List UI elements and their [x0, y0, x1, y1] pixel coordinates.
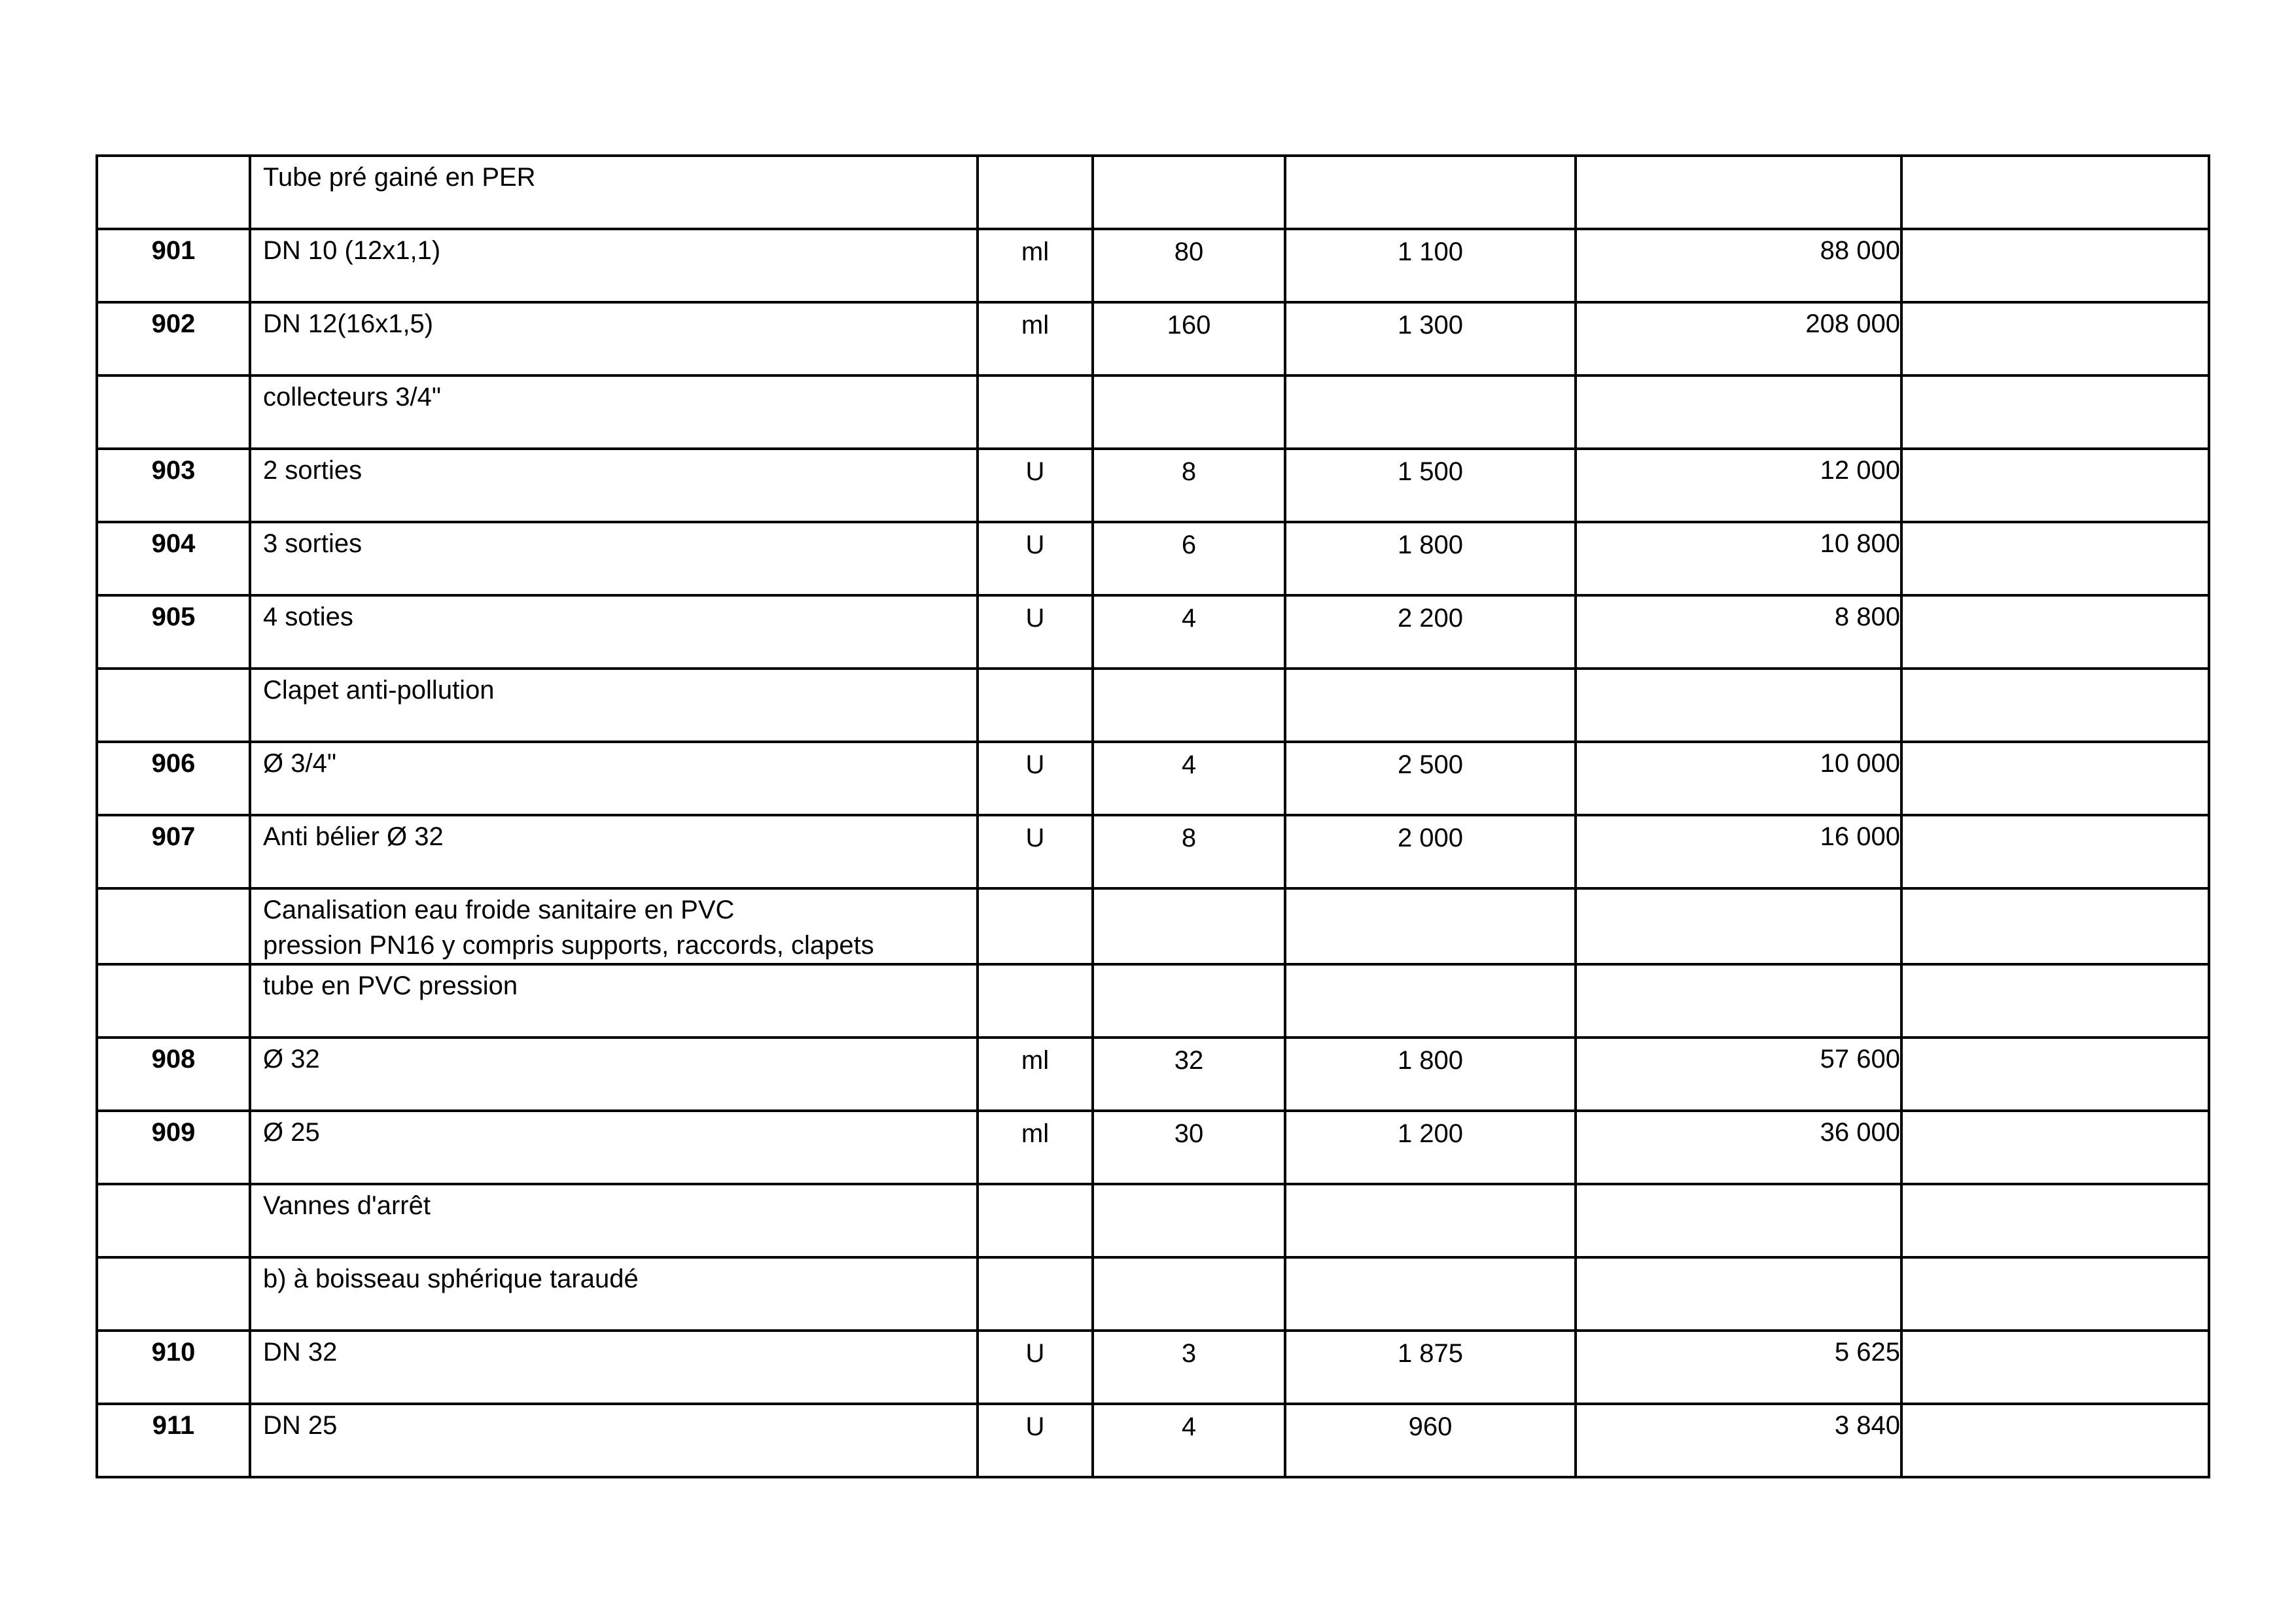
unit-price-cell	[1285, 1184, 1576, 1257]
quantity-cell	[1093, 964, 1285, 1038]
table-body	[97, 156, 2209, 1477]
unit-price-cell: 1 100	[1285, 229, 1576, 302]
item-code-cell: 902	[97, 302, 250, 375]
item-code-cell: 905	[97, 595, 250, 669]
unit-price-cell: 1 875	[1285, 1331, 1576, 1404]
description-cell	[250, 1257, 978, 1331]
table-row	[97, 595, 2209, 669]
quantity-cell: 30	[1093, 1111, 1285, 1184]
table-row	[97, 1038, 2209, 1111]
unit-cell: ml	[978, 1111, 1093, 1184]
unit-price-cell	[1285, 375, 1576, 449]
unit-price-cell: 2 000	[1285, 815, 1576, 888]
quantity-cell: 4	[1093, 742, 1285, 815]
description-line: DN 32	[263, 1338, 338, 1367]
price-schedule-table	[96, 154, 2210, 1478]
description-line: tube en PVC pression	[263, 971, 518, 1000]
table-row	[97, 1184, 2209, 1257]
total-cell	[1576, 888, 1901, 964]
unit-price-cell: 960	[1285, 1404, 1576, 1477]
empty-cell	[1901, 375, 2209, 449]
table-row	[97, 742, 2209, 815]
empty-cell	[1901, 669, 2209, 742]
quantity-cell: 8	[1093, 449, 1285, 522]
table-row	[97, 815, 2209, 888]
empty-cell	[1901, 1331, 2209, 1404]
table-row	[97, 1331, 2209, 1404]
unit-cell: U	[978, 1331, 1093, 1404]
quantity-cell	[1093, 1184, 1285, 1257]
description-cell	[250, 1331, 978, 1404]
empty-cell	[1901, 742, 2209, 815]
item-code-cell	[97, 669, 250, 742]
item-code-cell: 904	[97, 522, 250, 595]
total-cell: 10 800	[1576, 522, 1901, 595]
empty-cell	[1901, 229, 2209, 302]
table-row	[97, 1257, 2209, 1331]
table-row	[97, 449, 2209, 522]
unit-price-cell: 2 500	[1285, 742, 1576, 815]
description-cell	[250, 815, 978, 888]
unit-price-cell	[1285, 669, 1576, 742]
table-row	[97, 302, 2209, 375]
quantity-cell	[1093, 888, 1285, 964]
description-cell	[250, 229, 978, 302]
unit-cell	[978, 156, 1093, 229]
unit-cell: ml	[978, 1038, 1093, 1111]
description-line: Tube pré gainé en PER	[263, 163, 536, 192]
table-row	[97, 522, 2209, 595]
item-code-cell: 908	[97, 1038, 250, 1111]
item-code-cell: 910	[97, 1331, 250, 1404]
description-cell	[250, 302, 978, 375]
total-cell	[1576, 1184, 1901, 1257]
description-cell	[250, 1111, 978, 1184]
unit-cell: ml	[978, 302, 1093, 375]
unit-cell: U	[978, 1404, 1093, 1477]
description-line: Ø 32	[263, 1045, 320, 1073]
quantity-cell	[1093, 375, 1285, 449]
item-code-cell	[97, 1184, 250, 1257]
unit-price-cell: 1 500	[1285, 449, 1576, 522]
item-code-cell	[97, 888, 250, 964]
description-line: collecteurs 3/4"	[263, 383, 442, 411]
quantity-cell: 80	[1093, 229, 1285, 302]
total-cell: 57 600	[1576, 1038, 1901, 1111]
description-line: Clapet anti-pollution	[263, 676, 495, 705]
quantity-cell: 3	[1093, 1331, 1285, 1404]
description-line: DN 12(16x1,5)	[263, 309, 434, 338]
quantity-cell	[1093, 669, 1285, 742]
empty-cell	[1901, 156, 2209, 229]
empty-cell	[1901, 595, 2209, 669]
quantity-cell: 4	[1093, 1404, 1285, 1477]
unit-price-cell: 2 200	[1285, 595, 1576, 669]
empty-cell	[1901, 1184, 2209, 1257]
unit-cell	[978, 1257, 1093, 1331]
description-cell	[250, 964, 978, 1038]
quantity-cell: 8	[1093, 815, 1285, 888]
total-cell: 208 000	[1576, 302, 1901, 375]
table-row	[97, 156, 2209, 229]
description-line: Anti bélier Ø 32	[263, 822, 444, 851]
total-cell: 12 000	[1576, 449, 1901, 522]
table-row	[97, 888, 2209, 964]
unit-cell: U	[978, 449, 1093, 522]
description-cell	[250, 888, 978, 964]
description-cell	[250, 595, 978, 669]
total-cell: 16 000	[1576, 815, 1901, 888]
description-cell	[250, 1184, 978, 1257]
empty-cell	[1901, 1257, 2209, 1331]
description-line: Vannes d'arrêt	[263, 1191, 431, 1220]
unit-cell	[978, 1184, 1093, 1257]
description-line: 2 sorties	[263, 456, 362, 485]
unit-cell: U	[978, 522, 1093, 595]
total-cell	[1576, 964, 1901, 1038]
unit-price-cell	[1285, 964, 1576, 1038]
description-line: Ø 25	[263, 1118, 320, 1147]
total-cell	[1576, 669, 1901, 742]
description-line: DN 10 (12x1,1)	[263, 236, 441, 265]
description-cell	[250, 375, 978, 449]
table-row	[97, 964, 2209, 1038]
empty-cell	[1901, 964, 2209, 1038]
unit-cell	[978, 375, 1093, 449]
description-cell	[250, 156, 978, 229]
quantity-cell: 160	[1093, 302, 1285, 375]
unit-price-cell	[1285, 888, 1576, 964]
item-code-cell: 901	[97, 229, 250, 302]
description-cell	[250, 449, 978, 522]
unit-price-cell: 1 800	[1285, 522, 1576, 595]
description-line: Canalisation eau froide sanitaire en PVC	[263, 896, 735, 924]
unit-cell	[978, 964, 1093, 1038]
item-code-cell: 903	[97, 449, 250, 522]
empty-cell	[1901, 522, 2209, 595]
quantity-cell	[1093, 156, 1285, 229]
total-cell	[1576, 156, 1901, 229]
item-code-cell: 909	[97, 1111, 250, 1184]
total-cell: 88 000	[1576, 229, 1901, 302]
unit-price-cell: 1 200	[1285, 1111, 1576, 1184]
item-code-cell: 907	[97, 815, 250, 888]
table-row	[97, 229, 2209, 302]
unit-price-cell	[1285, 1257, 1576, 1331]
description-line: b) à boisseau sphérique taraudé	[263, 1265, 639, 1293]
description-line: pression PN16 y compris supports, raccords, clapets	[263, 931, 874, 960]
empty-cell	[1901, 1404, 2209, 1477]
description-cell	[250, 522, 978, 595]
unit-cell: ml	[978, 229, 1093, 302]
total-cell: 8 800	[1576, 595, 1901, 669]
description-cell	[250, 669, 978, 742]
total-cell: 5 625	[1576, 1331, 1901, 1404]
total-cell: 3 840	[1576, 1404, 1901, 1477]
empty-cell	[1901, 1111, 2209, 1184]
description-cell	[250, 1404, 978, 1477]
empty-cell	[1901, 1038, 2209, 1111]
table-row	[97, 1111, 2209, 1184]
description-line: Ø 3/4"	[263, 749, 337, 778]
quantity-cell: 4	[1093, 595, 1285, 669]
item-code-cell	[97, 375, 250, 449]
table-row	[97, 669, 2209, 742]
table-row	[97, 375, 2209, 449]
unit-cell	[978, 888, 1093, 964]
total-cell	[1576, 1257, 1901, 1331]
empty-cell	[1901, 888, 2209, 964]
table-row	[97, 1404, 2209, 1477]
description-line: 4 soties	[263, 602, 353, 631]
item-code-cell: 911	[97, 1404, 250, 1477]
empty-cell	[1901, 302, 2209, 375]
description-cell	[250, 742, 978, 815]
quantity-cell: 32	[1093, 1038, 1285, 1111]
unit-cell	[978, 669, 1093, 742]
empty-cell	[1901, 815, 2209, 888]
unit-cell: U	[978, 595, 1093, 669]
item-code-cell: 906	[97, 742, 250, 815]
unit-cell: U	[978, 742, 1093, 815]
item-code-cell	[97, 156, 250, 229]
unit-price-cell: 1 800	[1285, 1038, 1576, 1111]
description-line: 3 sorties	[263, 529, 362, 558]
unit-price-cell: 1 300	[1285, 302, 1576, 375]
total-cell: 36 000	[1576, 1111, 1901, 1184]
total-cell: 10 000	[1576, 742, 1901, 815]
unit-cell: U	[978, 815, 1093, 888]
unit-price-cell	[1285, 156, 1576, 229]
quantity-cell	[1093, 1257, 1285, 1331]
total-cell	[1576, 375, 1901, 449]
description-line: DN 25	[263, 1411, 338, 1440]
item-code-cell	[97, 1257, 250, 1331]
item-code-cell	[97, 964, 250, 1038]
description-cell	[250, 1038, 978, 1111]
quantity-cell: 6	[1093, 522, 1285, 595]
empty-cell	[1901, 449, 2209, 522]
